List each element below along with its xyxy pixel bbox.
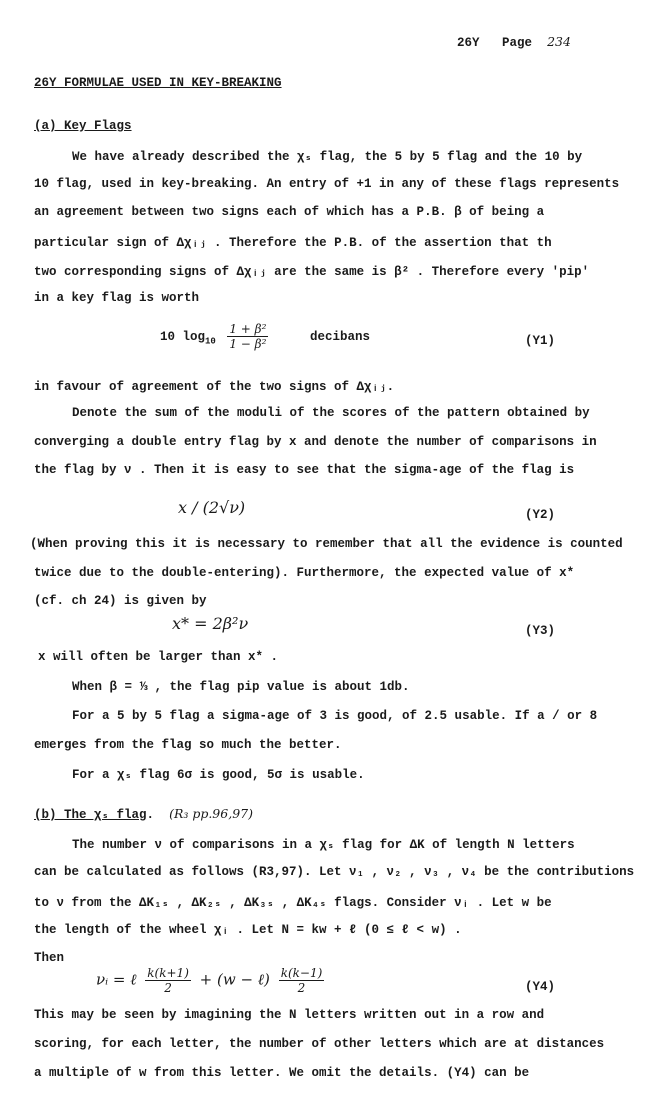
text-line: Then [34, 951, 65, 965]
eq-y4-fraction-2 [279, 966, 325, 995]
eq-y4-denominator-2: 2 [297, 981, 306, 995]
section-b-heading: (b) The χₛ flag [34, 808, 147, 822]
equation-label-y1: (Y1) [524, 334, 555, 348]
text-line: (When proving this it is necessary to remember that all the evidence is counted [30, 537, 623, 551]
eq-y1-prefix: 10 log [160, 329, 206, 344]
text-line: For a χₛ flag 6σ is good, 5σ is usable. [72, 768, 365, 782]
header-page-word: Page [502, 36, 533, 50]
eq-y4-denominator-1: 2 [164, 981, 172, 995]
eq-y1-denominator: 1 − β² [229, 337, 267, 351]
eq-y1-sub: 10 [205, 336, 216, 347]
text-line: scoring, for each letter, the number of other letters which are at distances [34, 1037, 605, 1051]
eq-y4-fraction-1 [145, 966, 191, 995]
equation-label-y2: (Y2) [524, 508, 555, 522]
section-b-heading-row: (b) The χₛ flag. (R₃ pp.96,97) [34, 806, 253, 822]
eq-y4-numerator-1: k(k+1) [147, 966, 189, 980]
text-line: When β = ⅓ , the flag pip value is about 1db. [72, 680, 410, 694]
header-section: 26Y [457, 36, 480, 50]
text-line: converging a double entry flag by x and denote the number of comparisons in [34, 435, 597, 449]
text-line: in favour of agreement of the two signs of Δχᵢⱼ. [34, 380, 395, 394]
equation-y4 [96, 966, 328, 995]
text-line: Denote the sum of the moduli of the scores of the pattern obtained by [72, 406, 590, 420]
text-line: The number ν of comparisons in a χₛ flag for ΔK of length N letters [72, 838, 575, 852]
text-line: x will often be larger than x* . [38, 650, 279, 664]
eq-y4-middle: + (w − ℓ) [199, 970, 270, 989]
eq-y1-unit: decibans [309, 329, 370, 344]
text-line: in a key flag is worth [34, 291, 200, 305]
text-line: twice due to the double-entering). Furthermore, the expected value of x* [34, 566, 575, 580]
text-line: particular sign of Δχᵢⱼ . Therefore the P.B. of the assertion that th [34, 236, 552, 250]
text-line: to ν from the ΔK₁ₛ , ΔK₂ₛ , ΔK₃ₛ , ΔK₄ₛ flags. Consider νᵢ . Let w be [34, 896, 552, 910]
equation-y2: x / (2√ν) [178, 498, 246, 517]
text-line: (cf. ch 24) is given by [34, 594, 207, 608]
equation-label-y4: (Y4) [524, 980, 555, 994]
text-line: an agreement between two signs each of which has a P.B. β of being a [34, 205, 545, 219]
eq-y1-fraction [227, 322, 268, 351]
header-page-number: 234 [547, 34, 571, 49]
equation-label-y3: (Y3) [524, 624, 555, 638]
text-line: the length of the wheel χᵢ . Let N = kw + ℓ (0 ≤ ℓ < w) . [34, 923, 462, 937]
page-header [457, 34, 571, 50]
eq-y4-numerator-2: k(k−1) [280, 966, 323, 980]
eq-y4-lhs: νᵢ = ℓ [96, 970, 137, 989]
section-a-heading: (a) Key Flags [34, 119, 132, 133]
text-line: This may be seen by imagining the N letters written out in a row and [34, 1008, 545, 1022]
text-line: emerges from the flag so much the better. [34, 738, 342, 752]
text-line: a multiple of w from this letter. We omit the details. (Y4) can be [34, 1066, 530, 1080]
text-line: We have already described the χₛ flag, the 5 by 5 flag and the 10 by [72, 150, 583, 164]
equation-y3: x* = 2β²ν [172, 614, 249, 633]
section-b-reference: (R₃ pp.96,97) [169, 806, 253, 821]
text-line: For a 5 by 5 flag a sigma-age of 3 is good, of 2.5 usable. If a / or 8 [72, 709, 598, 723]
text-line: the flag by ν . Then it is easy to see that the sigma-age of the flag is [34, 463, 575, 477]
equation-y1 [160, 322, 370, 351]
text-line: two corresponding signs of Δχᵢⱼ are the same is β² . Therefore every 'pip' [34, 265, 590, 279]
eq-y1-numerator: 1 + β² [229, 322, 267, 336]
page-title: 26Y FORMULAE USED IN KEY-BREAKING [34, 76, 282, 90]
text-line: can be calculated as follows (R3,97). Let ν₁ , ν₂ , ν₃ , ν₄ be the contributions [34, 865, 635, 879]
text-line: 10 flag, used in key-breaking. An entry of +1 in any of these flags represents [34, 177, 620, 191]
